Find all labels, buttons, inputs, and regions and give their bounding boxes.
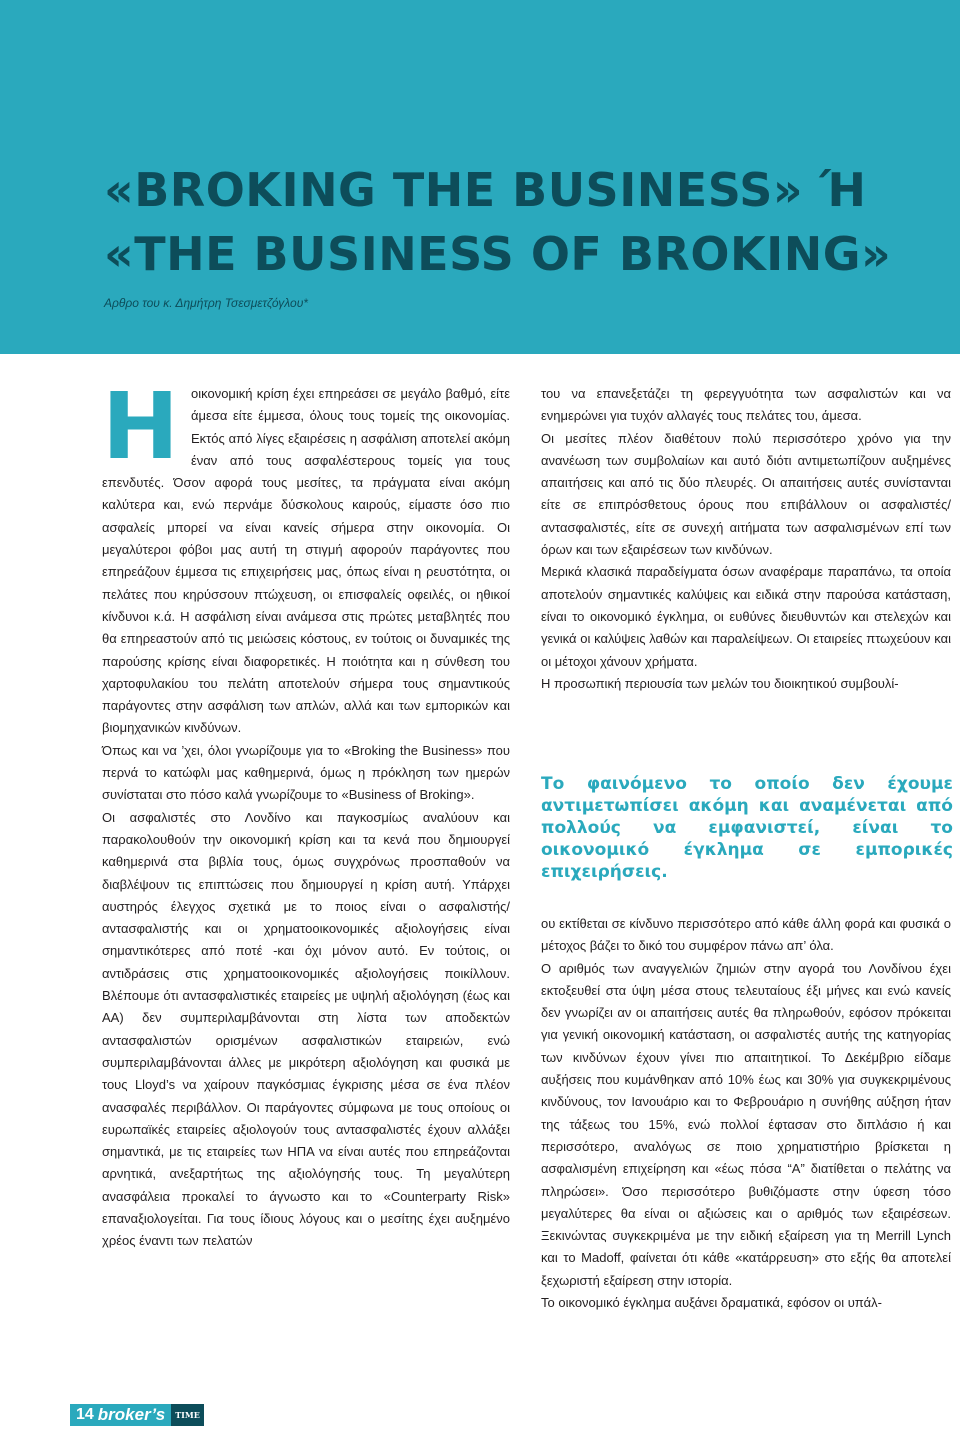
author-byline: Αρθρο του κ. Δημήτρη Τσεσμετζόγλου*: [104, 296, 308, 310]
body-paragraph: Το οικονομικό έγκλημα αυξάνει δραματικά, εφόσον οι υπάλ-: [541, 1295, 882, 1311]
body-paragraph: ου εκτίθεται σε κίνδυνο περισσότερο από κάθε άλλη φορά και φυσικά ο μέτοχος βάζει το δικό του συμφέρον πάνω απ’ όλα.: [541, 916, 951, 954]
article-title: [104, 158, 954, 286]
left-column: [102, 373, 510, 1253]
body-paragraph: Μερικά κλασικά παραδείγματα όσων αναφέραμε παραπάνω, τα οποία αποτελούν σημαντικές καλύψεις και ειδικά στην παρούσα κατάσταση, είναι το οικονομικό έγκλημα, οι ευθύνες διευθυντών και στελεχών και γενικά οι καλύψεις λαθών και παραλείψεων. Οι εταιρείες πτωχεύουν και οι μέτοχοι χάνουν χρήματα.: [541, 564, 951, 669]
body-paragraph: του να επανεξετάζει τη φερεγγυότητα των ασφαλιστών και να ενημερώνει για τυχόν αλλαγές τους πελάτες του, άμεσα.: [541, 386, 951, 424]
right-column-top: [541, 383, 951, 695]
title-line-1: «BROKING THE BUSINESS» Ή: [104, 163, 867, 217]
right-column-bottom: [541, 913, 951, 1314]
body-paragraph: Οι μεσίτες πλέον διαθέτουν πολύ περισσότερο χρόνο για την ανανέωση των συμβολαίων και αυτό διότι αντιμετωπίζουν αυξημένες απαιτήσεις και από τις δύο πλευρές. Οι απαιτήσεις αυτές συνίστανται είτε σε επιπρόσθετους όρους που επιβάλλουν οι ασφαλιστές/αντασφαλιστές, είτε σε συνεχή αιτήματα των ασφαλισμένων επί των όρων και των εξαιρέσεων των κινδύνων.: [541, 430, 951, 558]
body-paragraph: Ο αριθμός των αναγγελιών ζημιών στην αγορά του Λονδίνου έχει εκτοξευθεί στα ύψη μέσα στους τελευταίους έξι μήνες και ενώ κανείς δεν γνωρίζει αν οι απαιτήσεις αυτές θα πληρωθούν, εφόσον πρόκειται για γενική οικονομική κατάσταση, οι ασφαλιστές αυτής της κατηγορίας των κινδύνων έχουν γίνει πιο απαιτητικοί. Το Δεκέμβριο είδαμε αυξήσεις που κυμάνθηκαν από 10% έως και 30% για συγκεκριμένους κινδύνους, τον Ιανουάριο και το Φεβρουάριο η συνήθης αύξηση ήταν της τάξεως του 15%, ενώ πολλοί έφτασαν στο διπλάσιο ή και περισσότερο, αναλόγως σε ποιο χρηματιστήριο βρίσκεται η ασφαλισμένη επιχείρηση και «έως πόσα “Α” διατίθεται ο πελάτης να πληρώσει». Όσο περισσότερο βυθιζόμαστε στην ύφεση τόσο μεγαλύτερες θα είναι οι αξιώσεις και ο αριθμός των εξαιρέσεων. Ξεκινώντας συγκεκριμένα με την ειδική εξαίρεση για τη Merrill Lynch και το Madoff, φαίνεται ότι κάθε «κατάρρευση» στο εξής θα αποτελεί ξεχωριστή εξαίρεση στην ιστορία.: [541, 960, 951, 1288]
magazine-logo-tag: TIME: [171, 1404, 204, 1426]
page-number: 14: [70, 1404, 98, 1426]
page-footer: [70, 1404, 204, 1426]
magazine-logo: broker’s: [98, 1404, 171, 1426]
pull-quote: Το φαινόμενο το οποίο δεν έχουμε αντιμετωπίσει ακόμη και αναμένεται από πολλούς να εμφανιστεί, είναι το οικονομικό έγκλημα σε εμπορικές επιχειρήσεις.: [541, 774, 953, 882]
title-line-2: «THE BUSINESS OF BROKING»: [104, 227, 892, 281]
body-paragraph: οικονομική κρίση έχει επηρεάσει σε μεγάλο βαθμό, είτε άμεσα είτε έμμεσα, όλους τους τομείς της οικονομίας. Εκτός από λίγες εξαιρέσεις η ασφάλιση αποτελεί ακόμη έναν από τους ασφαλέστερους τομείς για τους επενδυτές. Όσον αφορά τους μεσίτες, τα πράγματα είναι ακόμη καλύτερα και, ενώ περνάμε δύσκολους καιρούς, είμαστε όσο πιο ασφαλείς μπορεί να είναι κανείς σήμερα στην οικονομία. Οι μεγαλύτεροι φόβοι μας αυτή τη στιγμή αφορούν παράγοντες που επηρεάζουν έμμεσα τις επιχειρήσεις μας, όπως είναι η ρευστότητα, οι πελάτες που κηρύσσουν πτώχευση, οι επισφαλείς οφειλές, οι ηθικοί κίνδυνοι κ.ά. Η ασφάλιση είναι ανάμεσα στις πρώτες μεταβλητές που θα επηρεαστούν από τις μειώσεις κόστους, εν τούτοις οι δυναμικές της παρούσης κρίσης είναι διαφορετικές. Η ποιότητα και η σύνθεση του χαρτοφυλακίου του πελάτη αποτελούν σήμερα τους σημαντικούς παράγοντες στην ασφάλιση των απλών, αλλά και των εμπορικών και βιομηχανικών κινδύνων.: [102, 386, 510, 736]
body-paragraph: Οι ασφαλιστές στο Λονδίνο και παγκοσμίως αναλύουν και παρακολουθούν την οικονομική κρίση και τα κενά που δημιουργεί καθημερινά στα βιβλία τους, όμως συγχρόνως προσπαθούν να διαβλέψουν τις επιπτώσεις που δημιουργεί η κρίση αυτή. Υπάρχει αυστηρός έλεγχος σχετικά με το ποιος είναι ο ασφαλιστής/αντασφαλιστής και οι χρηματοοικονομικές αξιολογήσεις είναι σημαντικότερες από ποτέ -και όχι μόνον αυτό. Εν τούτοις, οι αντιδράσεις στις χρηματοοικονομικές αξιολογήσεις ποικίλλουν. Βλέπουμε ότι αντασφαλιστικές εταιρείες με υψηλή αξιολόγηση (έως και ΑΑ) δεν συμπεριλαμβάνονται στη λίστα των αποδεκτών αντασφαλιστών ορισμένων ασφαλιστικών εταιρειών, ενώ συμπεριλαμβάνονται άλλες με μικρότερη αξιολόγηση και φυσικά με τους Lloyd’s να χαίρουν παγκόσμιας έγκρισης μέσα σε ένα πλέον ανασφαλές περιβάλλον. Οι παράγοντες σύμφωνα με τους οποίους οι ευρωπαϊκές εταιρείες αξιολογούν τους αντασφαλιστές έχουν αλλάξει σημαντικά, με τις εταιρείες των ΗΠΑ να είναι αυτές που επηρεάζονται αρνητικά, ανεξαρτήτως της αξιολόγησής τους. Τη μεγαλύτερη ανασφάλεια προκαλεί το άγνωστο και το «Counterparty Risk» επαναξιολογείται. Για τους ίδιους λόγους και ο μεσίτης έχει αυξημένο χρέος έναντι των πελατών: [102, 809, 510, 1249]
drop-cap: Η: [102, 373, 179, 480]
body-paragraph: Η προσωπική περιουσία των μελών του διοικητικού συμβουλί-: [541, 675, 899, 691]
body-paragraph: Όπως και να ’χει, όλοι γνωρίζουμε για το «Broking the Business» που περνά το κατώφλι μας καθημερινά, όμως η πρόκληση των ημερών συνίσταται στο πόσο καλά γνωρίζουμε το «Business of Broking».: [102, 742, 510, 803]
